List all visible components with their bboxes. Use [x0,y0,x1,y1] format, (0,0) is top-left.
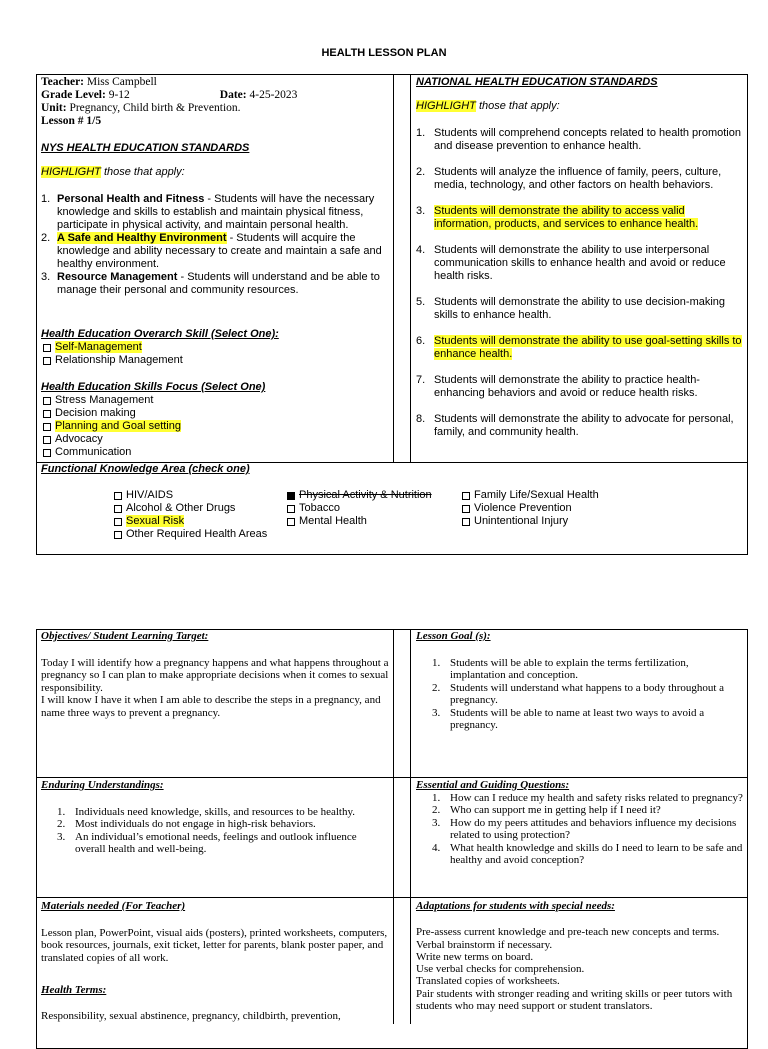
health-terms-heading: Health Terms: [41,984,107,996]
checkbox-icon [287,505,295,513]
goal-item: 1. Students will be able to explain the terms fertilization, implantation and conception. [432,656,689,681]
nys-highlight-note: HIGHLIGHT those that apply: [41,166,185,178]
overarch-heading: Health Education Overarch Skill (Select One): [41,328,279,340]
materials-text: Lesson plan, PowerPoint, visual aids (posters), printed worksheets, computers, book resources, journals, exit ticket, letter for parents, blank poster paper, and translated copies of all work. [41,926,388,964]
adaptation-line: Pair students with stronger reading and writing skills or peer tutors with students who may need support or student translators. [416,987,733,1013]
overarch-item-self-management[interactable]: Self-Management [41,341,389,354]
essential-heading: Essential and Guiding Questions: [416,779,570,791]
adaptation-line: Write new terms on board. [416,950,534,963]
skill-item[interactable]: Decision making [41,407,389,420]
functional-item[interactable]: Unintentional Injury [460,515,640,528]
lesson-column-divider-2 [410,629,411,1024]
objectives-text-1: Today I will identify how a pregnancy happens and what happens throughout a pregnancy so I can plan to make appropriate decisions when it comes to sexual responsibility. [41,656,389,694]
checkbox-icon [287,518,295,526]
functional-item[interactable]: Violence Prevention [460,502,640,515]
functional-col-3 [460,489,640,528]
objectives-heading: Objectives/ Student Learning Target: [41,630,209,642]
national-item-3: 3. Students will demonstrate the ability to access valid information, products, and services to enhance health. [416,205,699,230]
standards-column-divider-1 [393,74,394,462]
checkbox-icon [287,492,295,500]
overarch-item-relationship[interactable]: Relationship Management [41,354,389,367]
skill-item-selected[interactable]: Planning and Goal setting [41,420,389,433]
lesson-info [41,76,391,128]
checkbox-icon [43,436,51,444]
national-item-5: 5. Students will demonstrate the ability to use decision-making skills to enhance health. [416,296,726,321]
lesson-row-divider-1 [36,777,748,778]
national-item-4: 4. Students will demonstrate the ability to use interpersonal communication skills to enhance health and avoid or reduce health risks. [416,244,726,282]
document-title: HEALTH LESSON PLAN [321,47,447,59]
national-item-2: 2. Students will analyze the influence of family, peers, culture, media, technology, and other factors on health behaviors. [416,166,722,191]
functional-item[interactable]: Tobacco [285,502,460,515]
checkbox-icon [43,410,51,418]
enduring-cell [41,779,386,856]
enduring-item: 2. Most individuals do not engage in high-risk behaviors. [57,818,316,830]
checkbox-icon [462,518,470,526]
lesson-number: Lesson # 1/5 [41,115,102,127]
goals-cell [416,630,746,732]
objectives-cell [41,630,389,719]
checkbox-icon [114,505,122,513]
adaptations-heading: Adaptations for students with special needs: [416,900,615,912]
nys-item-3: 3. Resource Management - Students will understand and be able to manage their personal and community resources. [41,271,380,296]
materials-heading: Materials needed (For Teacher) [41,900,186,912]
question-item: 4. What health knowledge and skills do I need to learn to be safe and healthy and avoid conception? [432,841,743,866]
functional-col-2 [285,489,460,528]
checkbox-icon [462,492,470,500]
enduring-item: 3. An individual’s emotional needs, feelings and outlook influence overall health and well-being. [57,830,357,855]
checkbox-icon [114,492,122,500]
standards-column-divider-2 [410,74,411,462]
functional-heading: Functional Knowledge Area (check one) [41,463,250,475]
essential-cell [416,779,746,867]
adaptation-line: Translated copies of worksheets. [416,975,560,988]
health-terms-text: Responsibility, sexual abstinence, pregnancy, childbirth, prevention, [41,1009,341,1022]
checkbox-icon [43,397,51,405]
checkbox-icon [114,518,122,526]
question-item: 2. Who can support me in getting help if I need it? [432,804,661,816]
national-highlight-note: HIGHLIGHT those that apply: [416,100,560,112]
checkbox-icon [114,531,122,539]
adaptation-line: Verbal brainstorm if necessary. [416,938,553,951]
nys-item-1: 1. Personal Health and Fitness - Students will have the necessary knowledge and skills to establish and maintain physical fitness, participate in physical activity, and maintain personal health. [41,193,375,231]
checkbox-icon [43,449,51,457]
unit-line: Unit: Pregnancy, Child birth & Prevention. [41,102,241,114]
skills-focus-heading: Health Education Skills Focus (Select One) [41,381,266,393]
functional-item-struck[interactable]: Physical Activity & Nutrition [285,489,460,502]
national-item-1: 1. Students will comprehend concepts related to health promotion and disease prevention to enhance health. [416,127,741,152]
skills-focus [41,381,389,459]
lesson-row-divider-2 [36,897,748,898]
adaptation-line: Use verbal checks for comprehension. [416,963,585,976]
national-item-7: 7. Students will demonstrate the ability to practice health-enhancing behaviors and avoid or reduce health risks. [416,374,700,399]
functional-item[interactable]: Alcohol & Other Drugs [112,502,272,515]
overarch-skill [41,328,389,367]
teacher-line: Teacher: Miss Campbell [41,76,157,88]
checkbox-icon [43,423,51,431]
enduring-heading: Enduring Understandings: [41,779,164,791]
functional-item-selected[interactable]: Sexual Risk [112,515,272,528]
grade-date-line: Grade Level: 9-12 Date: 4-25-2023 [41,89,298,101]
goal-item: 3. Students will be able to name at least two ways to avoid a pregnancy. [432,706,705,731]
lesson-column-divider-1 [393,629,394,1024]
checkbox-icon [462,505,470,513]
skill-item[interactable]: Stress Management [41,394,389,407]
nys-heading: NYS HEALTH EDUCATION STANDARDS [41,142,250,154]
skill-item[interactable]: Communication [41,446,389,459]
adaptation-line: Pre-assess current knowledge and pre-teach new concepts and terms. [416,926,720,939]
skill-item[interactable]: Advocacy [41,433,389,446]
functional-item[interactable]: Mental Health [285,515,460,528]
adaptations-cell [416,900,746,1012]
objectives-text-2: I will know I have it when I am able to describe the steps in a pregnancy, and name three ways to prevent a pregnancy. [41,694,381,719]
checkbox-icon [43,357,51,365]
functional-col-1 [112,489,272,541]
national-standards [416,76,742,439]
question-item: 3. How do my peers attitudes and behaviors influence my decisions related to using protection? [432,816,737,841]
nys-standards [41,142,389,297]
nys-item-2: 2. A Safe and Healthy Environment - Students will acquire the knowledge and ability necessary to create and maintain a safe and healthy environment. [41,232,382,270]
materials-cell [41,900,389,1022]
national-item-8: 8. Students will demonstrate the ability to advocate for personal, family, and community health. [416,413,734,438]
national-heading: NATIONAL HEALTH EDUCATION STANDARDS [416,76,658,88]
checkbox-icon [43,344,51,352]
functional-item[interactable]: Other Required Health Areas [112,528,272,541]
goals-heading: Lesson Goal (s): [416,630,491,642]
goal-item: 2. Students will understand what happens to a body throughout a pregnancy. [432,681,725,706]
enduring-item: 1. Individuals need knowledge, skills, and resources to be healthy. [57,805,356,818]
question-item: 1. How can I reduce my health and safety risks related to pregnancy? [432,791,743,804]
national-item-6: 6. Students will demonstrate the ability to use goal-setting skills to enhance health. [416,335,742,360]
functional-item[interactable]: HIV/AIDS [112,489,272,502]
functional-item[interactable]: Family Life/Sexual Health [460,489,640,502]
